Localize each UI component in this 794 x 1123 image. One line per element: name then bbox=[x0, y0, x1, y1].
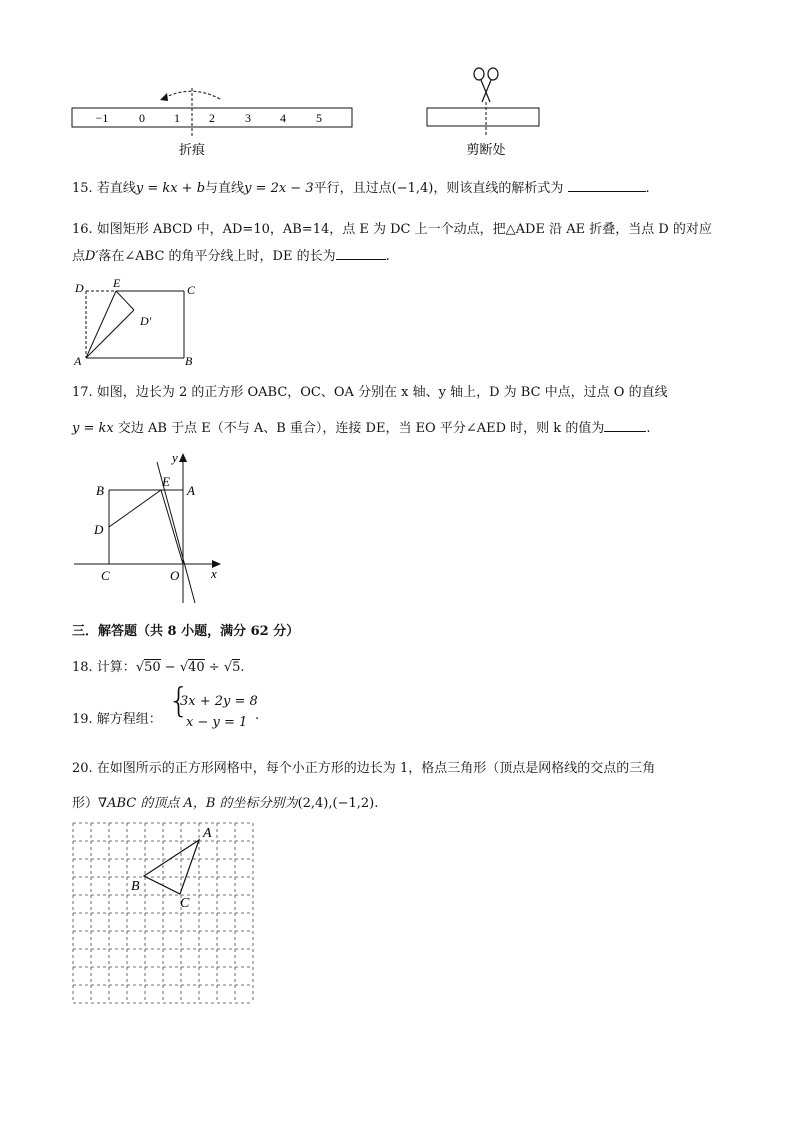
q20-text: ∇ABC 的顶点 A，B 的坐标分别为 bbox=[98, 796, 298, 811]
q19-end: . bbox=[255, 708, 260, 723]
q16-answer-blank[interactable] bbox=[336, 259, 386, 260]
section-3-heading: 三．解答题（共 8 小题，满分 62 分） bbox=[72, 624, 300, 639]
question-17-line-1: 17. 如图，边长为 2 的正方形 OABC，OC、OA 分别在 x 轴、y 轴上，D 为 BC 中点，过点 O 的直线 bbox=[72, 385, 668, 400]
q17-equation: y = kx bbox=[72, 421, 114, 436]
q18-minus: − bbox=[160, 660, 180, 675]
q20-end: . bbox=[374, 796, 379, 811]
q18-text: 18. 计算： bbox=[72, 660, 136, 675]
q15-text: 与直线 bbox=[205, 181, 245, 196]
cut-strip-figure bbox=[420, 62, 550, 162]
grid-triangle-figure bbox=[72, 822, 256, 1006]
q16-text: 点 bbox=[72, 249, 86, 264]
fold-caption: 折痕 bbox=[178, 142, 206, 157]
q18-end: . bbox=[240, 660, 245, 675]
q15-equation-2: y = 2x − 3 bbox=[244, 181, 314, 196]
q15-number: 15. bbox=[72, 181, 93, 196]
tick-label: 4 bbox=[280, 111, 286, 125]
label-E: E bbox=[113, 276, 121, 290]
q15-text: 若直线 bbox=[96, 181, 136, 196]
label-D: D bbox=[94, 522, 104, 537]
q18-radicand: 50 bbox=[144, 660, 161, 675]
q15-equation-1: y = kx + b bbox=[135, 181, 206, 196]
question-19-label: 19. 解方程组： bbox=[72, 712, 162, 727]
label-B: B bbox=[96, 483, 104, 498]
q18-divide: ÷ bbox=[204, 660, 224, 675]
question-15 bbox=[72, 177, 650, 196]
fold-arrow-head bbox=[160, 93, 168, 101]
tick-label: 2 bbox=[209, 111, 215, 125]
question-20-line-2 bbox=[72, 792, 378, 811]
question-16-line-1: 16. 如图矩形 ABCD 中，AD=10，AB=14，点 E 为 DC 上一个动点，把△ADE 沿 AE 折叠，当点 D 的对应 bbox=[72, 222, 712, 237]
label-y: y bbox=[172, 450, 178, 465]
segment-EO bbox=[161, 490, 183, 564]
rectangle-fold-figure bbox=[66, 276, 206, 368]
tick-label: 5 bbox=[316, 111, 322, 125]
segment-ED-prime bbox=[116, 291, 134, 310]
y-axis-arrow bbox=[179, 453, 187, 462]
q20-text: 形） bbox=[72, 796, 99, 811]
label-D-prime: D′ bbox=[140, 314, 152, 328]
q20-coords: (2,4),(−1,2) bbox=[297, 796, 375, 811]
label-A: A bbox=[203, 826, 212, 841]
label-C: C bbox=[187, 283, 196, 297]
fold-number-line-figure bbox=[60, 78, 370, 163]
q15-end: . bbox=[645, 181, 650, 196]
label-C: C bbox=[101, 568, 110, 583]
equation-system bbox=[180, 691, 258, 733]
paper-strip bbox=[427, 108, 539, 126]
q16-text: 落在∠ABC 的角平分线上时，DE 的长为 bbox=[98, 249, 336, 264]
brace-icon: { bbox=[168, 681, 190, 721]
scissors-icon bbox=[474, 68, 498, 102]
question-16-line-2 bbox=[72, 245, 390, 264]
segment-AD-prime bbox=[86, 310, 134, 358]
q15-text: ，则该直线的解析式为 bbox=[433, 181, 564, 196]
dashed-grid bbox=[73, 823, 253, 1003]
q16-end: . bbox=[385, 249, 390, 264]
q17-end: . bbox=[646, 421, 651, 436]
label-B: B bbox=[185, 354, 193, 368]
label-x: x bbox=[211, 566, 217, 581]
q15-point: (−1,4) bbox=[391, 181, 434, 196]
tick-label: 1 bbox=[174, 111, 180, 125]
label-O: O bbox=[170, 568, 180, 583]
tick-label: 3 bbox=[245, 111, 251, 125]
q18-radicand: 5 bbox=[232, 660, 241, 675]
question-17-line-2 bbox=[72, 417, 650, 436]
square-coordinate-figure bbox=[64, 448, 234, 608]
q15-text: 平行，且过点 bbox=[313, 181, 392, 196]
triangle-ABC bbox=[144, 840, 199, 894]
label-D: D bbox=[75, 281, 84, 295]
sqrt-icon: √ bbox=[223, 660, 233, 675]
segment-AE bbox=[86, 291, 116, 358]
label-A: A bbox=[187, 483, 195, 498]
tick-label: −1 bbox=[95, 111, 109, 125]
system-equation-2: x − y = 1 bbox=[186, 715, 248, 730]
sqrt-icon: √ bbox=[135, 660, 145, 675]
q18-radicand: 40 bbox=[188, 660, 205, 675]
question-20-line-1: 20. 在如图所示的正方形网格中，每个小正方形的边长为 1，格点三角形（顶点是网格线的交点的三角 bbox=[72, 761, 656, 776]
segment-DE bbox=[109, 490, 161, 527]
label-B: B bbox=[131, 879, 140, 894]
tick-label: 0 bbox=[139, 111, 145, 125]
label-A: A bbox=[74, 354, 82, 368]
question-18 bbox=[72, 656, 245, 675]
system-equation-1: 3x + 2y = 8 bbox=[180, 694, 258, 709]
label-E: E bbox=[162, 474, 170, 489]
q17-answer-blank[interactable] bbox=[604, 431, 646, 432]
sqrt-icon: √ bbox=[179, 660, 189, 675]
label-C: C bbox=[180, 896, 190, 911]
q15-answer-blank[interactable] bbox=[568, 191, 646, 192]
q17-text: 交边 AB 于点 E（不与 A、B 重合），连接 DE，当 EO 平分∠AED 时，则 k 的值为 bbox=[117, 421, 605, 436]
cut-caption: 剪断处 bbox=[466, 142, 506, 157]
q16-d-prime: D′ bbox=[85, 249, 99, 264]
